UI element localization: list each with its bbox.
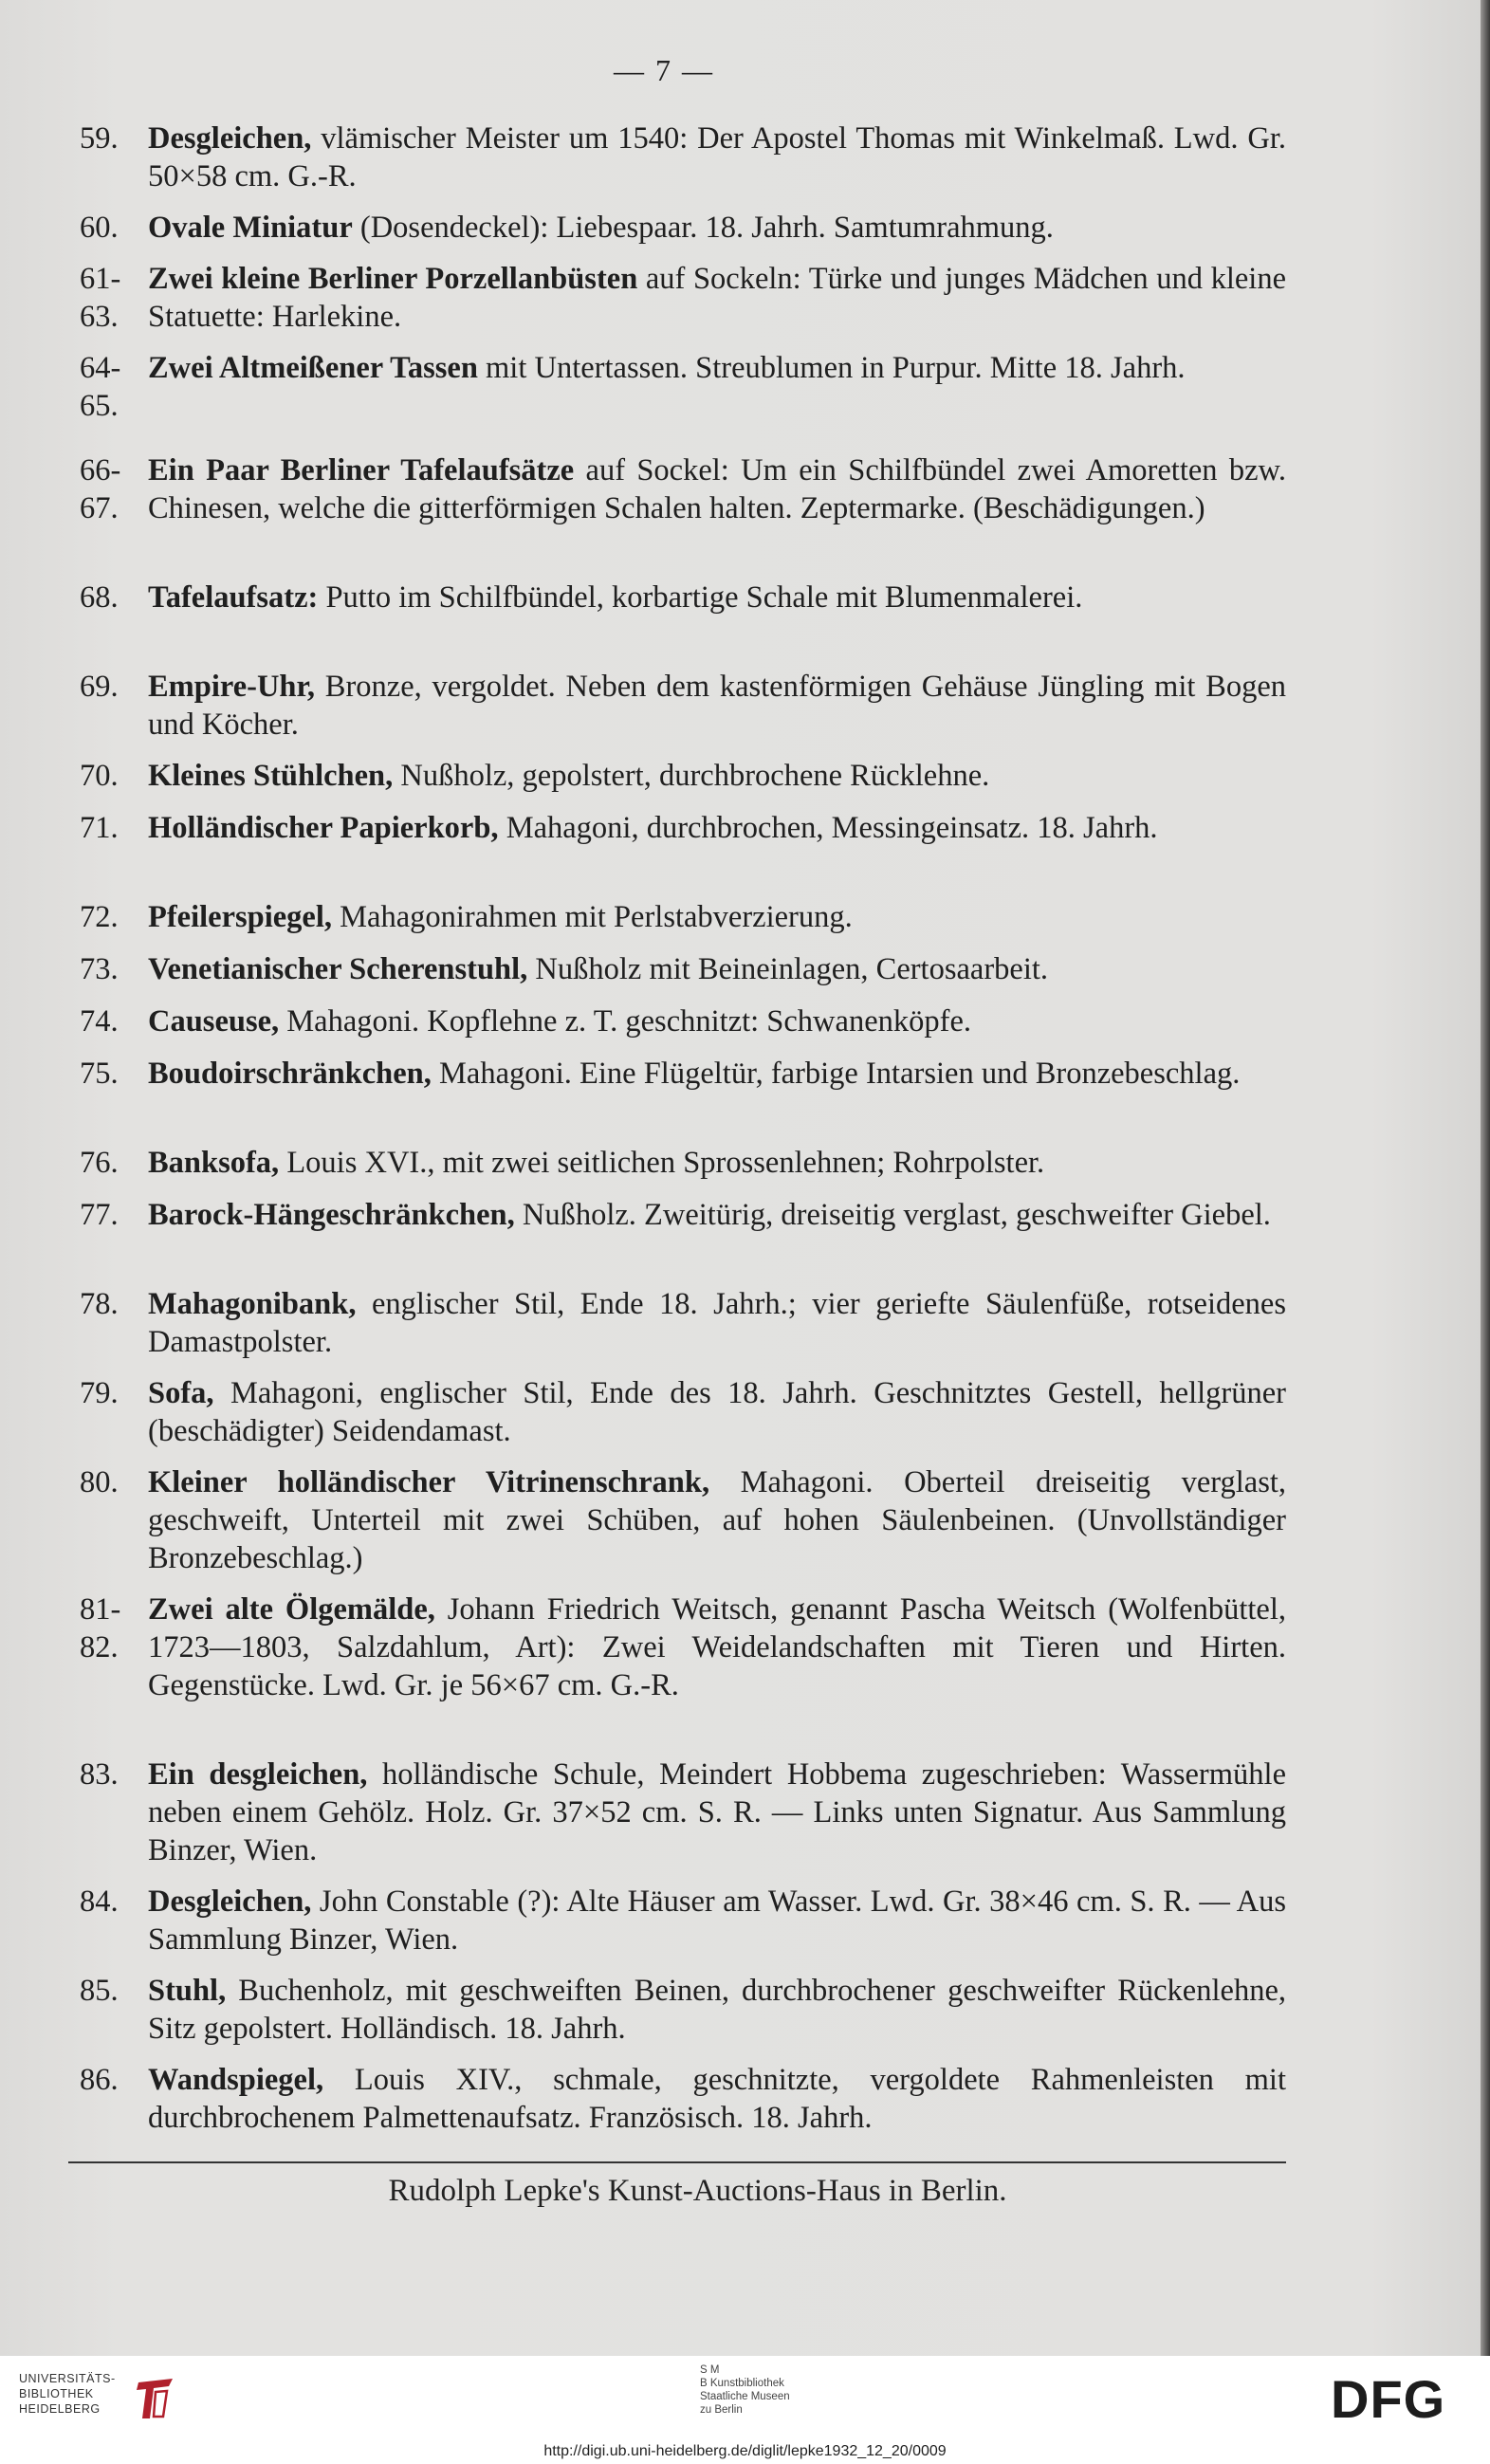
- catalogue-entry: [80, 757, 1286, 795]
- entry-text: Mahagoni. Oberteil dreiseitig verglast, geschweift, Unterteil mit zwei Schüben, auf hohen Säulenbeinen. (Unvollständiger Bronzebeschlag.): [148, 1465, 1286, 1575]
- entry-text: Buchenholz, mit geschweiften Beinen, durchbrochener geschweifter Rückenlehne, Sitz gepolstert. Holländisch. 18. Jahrh.: [148, 1974, 1286, 2046]
- catalogue-entry: [80, 1002, 1286, 1040]
- entry-body: [148, 898, 1286, 936]
- entry-number: 83.: [80, 1757, 119, 1792]
- entry-number: 79.: [80, 1376, 119, 1410]
- entry-title: Sofa,: [148, 1376, 214, 1410]
- entry-number: 86.: [80, 2063, 119, 2097]
- entry-body: [148, 1591, 1286, 1704]
- publisher-footer: Rudolph Lepke's Kunst-Auctions-Haus in Berlin.: [388, 2174, 1007, 2208]
- entry-text: holländische Schule, Meindert Hobbema zugeschrieben: Wassermühle neben einem Gehölz. Holz. Gr. 37×52 cm. S. R. — Links unten Signatur. Aus Sammlung Binzer, Wien.: [148, 1757, 1286, 1867]
- entry-text: Mahagoni, englischer Stil, Ende des 18. Jahrh. Geschnitztes Gestell, hellgrüner (beschädigter) Seidendamast.: [148, 1376, 1286, 1448]
- entry-title: Venetianischer Scherenstuhl,: [148, 952, 528, 986]
- catalogue-entry: [80, 1374, 1286, 1450]
- entry-number: 75.: [80, 1057, 119, 1091]
- entry-body: [148, 2061, 1286, 2137]
- entry-text: (Dosendeckel): Liebespaar. 18. Jahrh. Samtumrahmung.: [352, 211, 1054, 245]
- entry-title: Zwei Altmeißener Tassen: [148, 351, 478, 385]
- entry-text: auf Sockeln: Türke und junges Mädchen und kleine Statuette: Harlekine.: [148, 262, 1287, 334]
- library-line: S M: [700, 2364, 720, 2376]
- catalogue-entry: [80, 1756, 1286, 1869]
- entry-text: Johann Friedrich Weitsch, genannt Pascha Weitsch (Wolfenbüttel, 1723—1803, Salzdahlum, Art): Zwei Weidelandschaften mit Tieren und Hirten. Gegenstücke. Lwd. Gr. je 56×67 cm. G.-R.: [148, 1592, 1286, 1702]
- entry-body: [148, 668, 1286, 744]
- entry-title: Zwei kleine Berliner Porzellanbüsten: [148, 262, 638, 296]
- entry-number: 61-63.: [80, 262, 121, 334]
- catalogue-entry: [80, 579, 1286, 616]
- catalogue-entry: [80, 809, 1286, 847]
- entry-title: Causeuse,: [148, 1004, 280, 1039]
- catalogue-entry: [80, 1196, 1286, 1234]
- entry-body: [148, 209, 1286, 247]
- entry-body: [148, 950, 1286, 988]
- entry-text: Putto im Schilfbündel, korbartige Schale mit Blumenmalerei.: [318, 580, 1083, 615]
- entry-number: 74.: [80, 1004, 119, 1039]
- entry-text: Nußholz mit Beineinlagen, Certosaarbeit.: [527, 952, 1049, 986]
- entry-text: Bronze, vergoldet. Neben dem kastenförmigen Gehäuse Jüngling mit Bogen und Köcher.: [148, 670, 1286, 742]
- entry-number: 64-65.: [80, 351, 121, 423]
- entry-text: Louis XVI., mit zwei seitlichen Sprossenlehnen; Rohrpolster.: [279, 1146, 1045, 1180]
- catalogue-entry: [80, 1144, 1286, 1182]
- entry-body: [148, 1883, 1286, 1958]
- catalogue-entry: [80, 1285, 1286, 1361]
- library-line: B Kunstbibliothek: [700, 2378, 784, 2389]
- entry-title: Zwei alte Ölgemälde,: [148, 1592, 435, 1627]
- university-library-logo[interactable]: [19, 2371, 180, 2428]
- entry-body: [148, 579, 1286, 616]
- entry-number: 60.: [80, 211, 119, 245]
- permalink-url[interactable]: http://digi.ub.uni-heidelberg.de/diglit/lepke1932_12_20/0009: [543, 2443, 947, 2459]
- entry-number: 81-82.: [80, 1592, 121, 1664]
- entry-text: Nußholz. Zweitürig, dreiseitig verglast, geschweifter Giebel.: [514, 1198, 1271, 1232]
- entry-body: [148, 1055, 1286, 1093]
- entry-title: Desgleichen,: [148, 121, 312, 156]
- entry-number: 66-67.: [80, 453, 121, 525]
- entry-title: Ein Paar Berliner Tafelaufsätze: [148, 453, 575, 487]
- university-line: HEIDELBERG: [19, 2402, 101, 2416]
- heidelberg-mark-icon: [135, 2375, 176, 2422]
- university-name: [19, 2371, 133, 2417]
- entry-title: Ovale Miniatur: [148, 211, 353, 245]
- entry-text: Louis XIV., schmale, geschnitzte, vergoldete Rahmenleisten mit durchbrochenem Palmettenaufsatz. Französisch. 18. Jahrh.: [148, 2063, 1286, 2135]
- entry-number: 80.: [80, 1465, 119, 1499]
- entry-text: Mahagoni. Kopflehne z. T. geschnitzt: Schwanenköpfe.: [279, 1004, 971, 1039]
- digitization-bar: [0, 2356, 1490, 2464]
- entry-number: 71.: [80, 811, 119, 845]
- footer-rule: [68, 2161, 1286, 2163]
- entry-body: [148, 451, 1286, 527]
- entry-number: 76.: [80, 1146, 119, 1180]
- catalogue-entry: [80, 260, 1286, 336]
- entry-title: Wandspiegel,: [148, 2063, 324, 2097]
- catalogue-entry: [80, 120, 1286, 195]
- entry-text: mit Untertassen. Streublumen in Purpur. Mitte 18. Jahrh.: [477, 351, 1186, 385]
- library-line: zu Berlin: [700, 2404, 743, 2416]
- entry-title: Holländischer Papierkorb,: [148, 811, 499, 845]
- entry-body: [148, 1756, 1286, 1869]
- entry-title: Pfeilerspiegel,: [148, 900, 333, 934]
- entry-title: Stuhl,: [148, 1974, 227, 2008]
- catalogue-entry: [80, 1591, 1286, 1704]
- catalogue-entry: [80, 209, 1286, 247]
- catalogue-entry: [80, 950, 1286, 988]
- entry-title: Kleines Stühlchen,: [148, 759, 394, 793]
- catalogue-entry: [80, 668, 1286, 744]
- university-line: UNIVERSITÄTS-: [19, 2372, 116, 2385]
- entry-number: 73.: [80, 952, 119, 986]
- entry-body: [148, 1374, 1286, 1450]
- catalogue-entry: [80, 451, 1286, 527]
- entry-body: [148, 120, 1286, 195]
- catalogue-entry: [80, 1883, 1286, 1958]
- catalogue-entry: [80, 1055, 1286, 1093]
- kunstbibliothek-credit: [700, 2363, 833, 2417]
- entry-title: Mahagonibank,: [148, 1287, 357, 1321]
- entry-number: 85.: [80, 1974, 119, 2008]
- entry-text: Nußholz, gepolstert, durchbrochene Rücklehne.: [393, 759, 990, 793]
- entry-text: auf Sockel: Um ein Schilfbündel zwei Amoretten bzw. Chinesen, welche die gitterförmigen Schalen halten. Zeptermarke. (Beschädigungen.): [148, 453, 1286, 525]
- catalogue-entry: [80, 898, 1286, 936]
- entry-body: [148, 757, 1286, 795]
- entry-title: Banksofa,: [148, 1146, 280, 1180]
- entry-text: Mahagoni, durchbrochen, Messingeinsatz. 18. Jahrh.: [498, 811, 1158, 845]
- entry-title: Empire-Uhr,: [148, 670, 316, 704]
- entry-body: [148, 809, 1286, 847]
- book-spine-edge: [1481, 0, 1490, 2356]
- entry-text: Mahagonirahmen mit Perlstabverzierung.: [332, 900, 853, 934]
- entry-title: Desgleichen,: [148, 1885, 312, 1919]
- entry-title: Barock-Hängeschränkchen,: [148, 1198, 515, 1232]
- entry-body: [148, 1002, 1286, 1040]
- entry-body: [148, 1463, 1286, 1577]
- catalogue-entries: [80, 120, 1286, 2159]
- entry-number: 84.: [80, 1885, 119, 1919]
- library-line: Staatliche Museen: [700, 2391, 790, 2402]
- entry-number: 78.: [80, 1287, 119, 1321]
- page-number: — 7 —: [614, 53, 714, 87]
- entry-number: 77.: [80, 1198, 119, 1232]
- catalogue-entry: [80, 1972, 1286, 2048]
- entry-text: englischer Stil, Ende 18. Jahrh.; vier geriefte Säulenfüße, rotseidenes Damastpolster.: [148, 1287, 1286, 1359]
- entry-body: [148, 1196, 1286, 1234]
- dfg-logo[interactable]: DFG: [1331, 2369, 1446, 2429]
- entry-body: [148, 1144, 1286, 1182]
- entry-text: Mahagoni. Eine Flügeltür, farbige Intarsien und Bronzebeschlag.: [431, 1057, 1241, 1091]
- catalogue-entry: [80, 1463, 1286, 1577]
- entry-body: [148, 1285, 1286, 1361]
- entry-body: [148, 260, 1286, 336]
- entry-number: 69.: [80, 670, 119, 704]
- entry-number: 59.: [80, 121, 119, 156]
- entry-number: 70.: [80, 759, 119, 793]
- entry-body: [148, 349, 1286, 387]
- catalogue-entry: [80, 349, 1286, 423]
- entry-text: vlämischer Meister um 1540: Der Apostel Thomas mit Winkelmaß. Lwd. Gr. 50×58 cm. G.-R.: [148, 121, 1286, 193]
- entry-title: Boudoirschränkchen,: [148, 1057, 432, 1091]
- entry-title: Kleiner holländischer Vitrinenschrank,: [148, 1465, 710, 1499]
- entry-title: Tafelaufsatz:: [148, 580, 319, 615]
- entry-title: Ein desgleichen,: [148, 1757, 368, 1792]
- entry-number: 68.: [80, 580, 119, 615]
- entry-body: [148, 1972, 1286, 2048]
- university-line: BIBLIOTHEK: [19, 2387, 94, 2400]
- entry-number: 72.: [80, 900, 119, 934]
- entry-text: John Constable (?): Alte Häuser am Wasser. Lwd. Gr. 38×46 cm. S. R. — Aus Sammlung Binzer, Wien.: [148, 1885, 1286, 1957]
- catalogue-entry: [80, 2061, 1286, 2137]
